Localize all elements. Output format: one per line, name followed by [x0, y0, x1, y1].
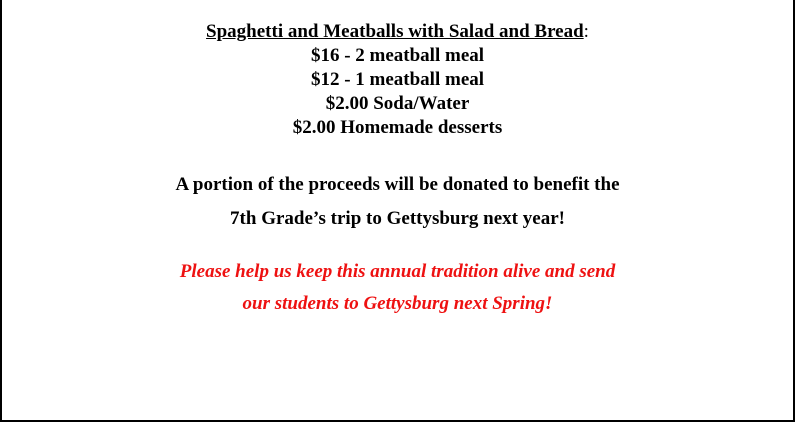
menu-item: $12 - 1 meatball meal — [310, 69, 485, 90]
proceeds-line: A portion of the proceeds will be donated to benefit the — [175, 174, 620, 195]
menu-title-colon: : — [583, 21, 589, 42]
menu-section — [0, 20, 795, 140]
menu-item: $2.00 Soda/Water — [325, 93, 470, 114]
proceeds-note — [0, 168, 795, 236]
menu-item: $16 - 2 meatball meal — [310, 45, 485, 66]
appeal-line: our students to Gettysburg next Spring! — [242, 293, 553, 314]
proceeds-line: 7th Grade’s trip to Gettysburg next year! — [230, 208, 565, 229]
appeal-message — [0, 256, 795, 320]
menu-heading — [0, 20, 795, 44]
menu-item: $2.00 Homemade desserts — [292, 117, 503, 138]
appeal-line: Please help us keep this annual tradition alive and send — [179, 261, 616, 282]
menu-title: Spaghetti and Meatballs with Salad and Bread — [206, 21, 584, 42]
